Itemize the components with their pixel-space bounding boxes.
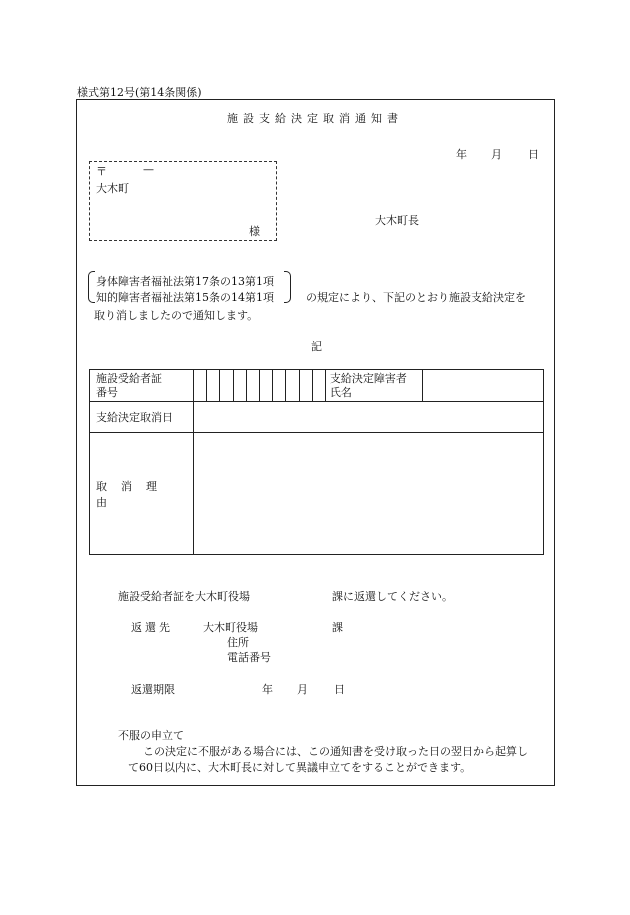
- return-phone-label: 電話番号: [227, 651, 271, 664]
- bracket-left: [88, 271, 95, 303]
- date-month: 月: [491, 148, 502, 161]
- cert-digit-7[interactable]: [273, 370, 286, 402]
- legal-basis-line-2: 知的障害者福祉法第15条の14第1項: [96, 291, 274, 304]
- return-deadline-label: 返還期限: [131, 683, 175, 696]
- return-dest-label: 返還先: [131, 621, 173, 634]
- date-year: 年: [456, 148, 467, 161]
- legal-basis-suffix: の規定により、下記のとおり施設支給決定を: [306, 291, 526, 304]
- cert-digit-10[interactable]: [312, 370, 325, 402]
- return-dest-section: 課: [332, 621, 343, 634]
- deadline-year: 年: [262, 683, 273, 696]
- cert-digit-5[interactable]: [246, 370, 259, 402]
- cert-digit-2[interactable]: [207, 370, 220, 402]
- recipient-honorific: 様: [249, 225, 260, 238]
- cancel-date-field[interactable]: [194, 402, 544, 433]
- return-instruction-tail: 課に返還してください。: [332, 590, 453, 603]
- cert-label-line-1: 施設受給者証: [96, 371, 162, 385]
- issuer-name: 大木町長: [375, 214, 419, 227]
- recipient-address-box[interactable]: [89, 161, 277, 241]
- ki-heading: 記: [311, 340, 322, 353]
- date-day: 日: [528, 148, 539, 161]
- details-table: [89, 369, 544, 555]
- return-dest-office: 大木町役場: [203, 621, 258, 634]
- cert-digit-8[interactable]: [286, 370, 299, 402]
- table-row-cert: [90, 370, 544, 402]
- cert-label-line-2: 番号: [96, 385, 118, 399]
- disabled-label-line-1: 支給決定障害者: [329, 371, 407, 385]
- bracket-right: [284, 271, 291, 303]
- return-address-label: 住所: [227, 636, 249, 649]
- reason-field[interactable]: [194, 433, 544, 555]
- form-id: 様式第12号(第14条関係): [77, 86, 202, 99]
- postal-mark: 〒: [96, 165, 107, 178]
- cert-digit-9[interactable]: [299, 370, 312, 402]
- cert-digit-1[interactable]: [194, 370, 207, 402]
- cert-digit-6[interactable]: [259, 370, 272, 402]
- deadline-day: 日: [334, 683, 345, 696]
- cert-digit-3[interactable]: [220, 370, 233, 402]
- disabled-label-line-2: 氏名: [329, 385, 352, 399]
- cert-digit-4[interactable]: [233, 370, 246, 402]
- disabled-person-name-field[interactable]: [422, 370, 543, 402]
- table-row-cancel-date: [90, 402, 544, 433]
- notice-continuation: 取り消しましたので通知します。: [94, 309, 259, 322]
- legal-basis-line-1: 身体障害者福祉法第17条の13第1項: [96, 275, 274, 288]
- document-title: 施設支給決定取消通知書: [227, 112, 403, 125]
- objection-body-line-2: て60日以内に、大木町長に対して異議申立てをすることができます。: [128, 761, 472, 774]
- disabled-person-label: [325, 370, 422, 402]
- cancel-date-label: 支給決定取消日: [90, 402, 194, 433]
- recipient-town: 大木町: [96, 182, 129, 195]
- objection-heading: 不服の申立て: [118, 729, 184, 742]
- reason-label: 取消理由: [90, 433, 194, 555]
- objection-body-line-1: この決定に不服がある場合には、この通知書を受け取った日の翌日から起算し: [143, 745, 528, 758]
- deadline-month: 月: [297, 683, 308, 696]
- return-instruction: 施設受給者証を大木町役場: [118, 590, 250, 603]
- table-row-reason: [90, 433, 544, 555]
- cert-number-label: [90, 370, 194, 402]
- postal-dash: —: [143, 163, 154, 176]
